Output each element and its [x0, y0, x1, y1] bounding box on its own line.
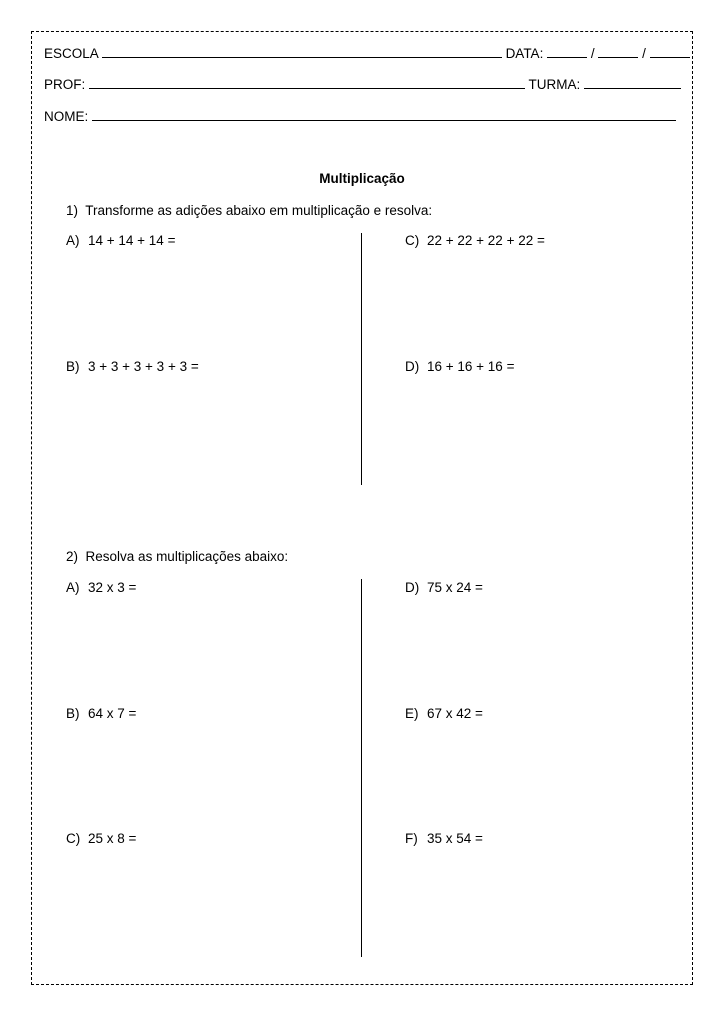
item-expression: 67 x 42 =	[427, 706, 483, 721]
teacher-line	[44, 76, 681, 93]
list-item	[66, 359, 199, 375]
item-label: B)	[66, 706, 80, 721]
question-number: 2)	[66, 549, 79, 564]
list-item	[66, 831, 136, 847]
name-field[interactable]	[92, 108, 676, 121]
item-label: D)	[405, 359, 420, 374]
date-separator: /	[590, 46, 595, 61]
item-label: F)	[405, 831, 418, 846]
item-expression: 75 x 24 =	[427, 580, 483, 595]
item-expression: 64 x 7 =	[88, 706, 137, 721]
teacher-label: PROF:	[44, 77, 86, 92]
item-expression: 35 x 54 =	[427, 831, 483, 846]
item-expression: 25 x 8 =	[88, 831, 137, 846]
list-item	[405, 706, 483, 722]
column-divider	[361, 233, 362, 485]
page-title: Multiplicação	[319, 171, 405, 186]
item-label: D)	[405, 580, 420, 595]
class-field[interactable]	[584, 76, 681, 89]
question-text: Transforme as adições abaixo em multiplicação e resolva:	[85, 203, 433, 218]
name-label: NOME:	[44, 109, 89, 124]
teacher-field[interactable]	[89, 76, 525, 89]
item-expression: 3 + 3 + 3 + 3 + 3 =	[88, 359, 199, 374]
list-item	[66, 580, 136, 596]
column-divider	[361, 579, 362, 957]
school-line	[44, 45, 690, 62]
item-label: B)	[66, 359, 80, 374]
item-label: C)	[66, 831, 81, 846]
date-day-field[interactable]	[547, 45, 587, 58]
date-month-field[interactable]	[598, 45, 638, 58]
question-number: 1)	[66, 203, 79, 218]
question-2	[66, 549, 288, 565]
question-1	[66, 203, 432, 219]
list-item	[66, 233, 175, 249]
item-expression: 22 + 22 + 22 + 22 =	[427, 233, 545, 248]
item-label: A)	[66, 580, 80, 595]
item-label: C)	[405, 233, 420, 248]
name-line	[44, 108, 676, 125]
date-label: DATA:	[505, 46, 544, 61]
item-expression: 14 + 14 + 14 =	[88, 233, 176, 248]
list-item	[405, 580, 483, 596]
date-year-field[interactable]	[650, 45, 690, 58]
school-field[interactable]	[102, 45, 502, 58]
list-item	[405, 831, 483, 847]
item-label: E)	[405, 706, 419, 721]
school-label: ESCOLA	[44, 46, 99, 61]
list-item	[405, 233, 545, 249]
date-separator: /	[642, 46, 646, 61]
item-label: A)	[66, 233, 80, 248]
class-label: TURMA:	[528, 77, 581, 92]
item-expression: 16 + 16 + 16 =	[427, 359, 515, 374]
list-item	[405, 359, 514, 375]
list-item	[66, 706, 136, 722]
item-expression: 32 x 3 =	[88, 580, 137, 595]
question-text: Resolva as multiplicações abaixo:	[85, 549, 289, 564]
